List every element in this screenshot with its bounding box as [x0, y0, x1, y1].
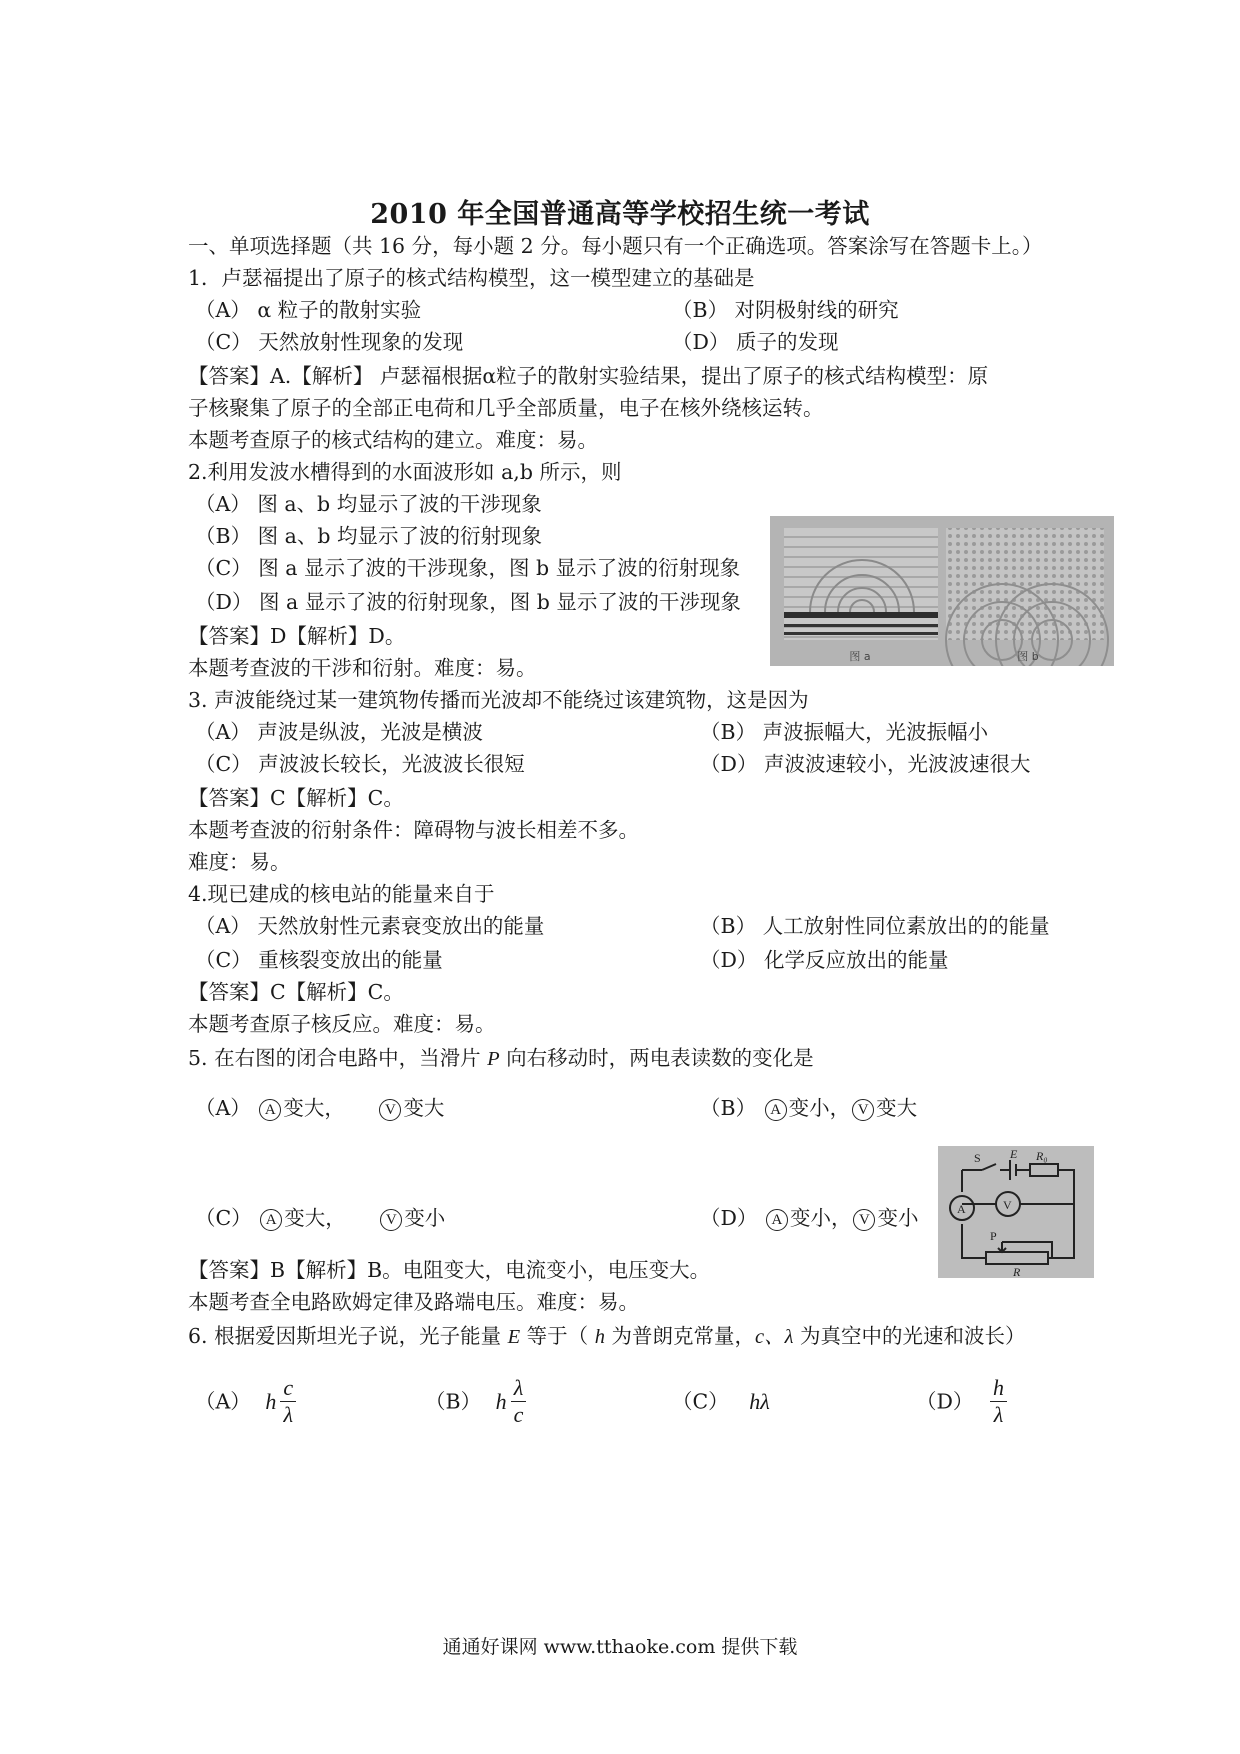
q6-stem-prefix: 6. 根据爱因斯坦光子说，光子能量	[188, 1324, 502, 1348]
q6-stem	[188, 1322, 1026, 1351]
q1-option-d: （D） 质子的发现	[672, 330, 839, 354]
q6-option-c-label: （C）	[672, 1389, 729, 1414]
q2-note: 本题考查波的干涉和衍射。难度：易。	[188, 656, 537, 680]
q5-option-b-label: （B）	[700, 1096, 757, 1120]
circuit-label-e: E	[1010, 1147, 1018, 1161]
q4-option-b: （B） 人工放射性同位素放出的的能量	[700, 914, 1050, 938]
q4-option-a: （A） 天然放射性元素衰变放出的能量	[195, 914, 545, 938]
q4-note: 本题考查原子核反应。难度：易。	[188, 1012, 496, 1036]
q6-stem-mid: 等于（	[526, 1324, 589, 1348]
circuit-label-p: P	[990, 1229, 997, 1243]
wave-figure-b-label: 图 b	[1017, 650, 1039, 663]
circuit-label-a: A	[957, 1202, 966, 1216]
q5-option-c	[195, 1204, 445, 1232]
q6-option-a-fraction	[280, 1375, 296, 1428]
fraction-denominator: c	[513, 1402, 524, 1427]
q2-answer: 【答案】D【解析】D。	[188, 624, 406, 648]
q1-answer-cont: 子核聚集了原子的全部正电荷和几乎全部质量，电子在核外绕核运转。	[188, 396, 824, 420]
q3-note: 本题考查波的衍射条件：障碍物与波长相差不多。	[188, 818, 639, 842]
section-header: 一、单项选择题（共 16 分，每小题 2 分。每小题只有一个正确选项。答案涂写在答题卡上。）	[188, 234, 1043, 258]
q6-option-c-expr: hλ	[749, 1388, 770, 1414]
circuit-label-s: S	[974, 1151, 981, 1165]
q6-stem-c: c、λ	[754, 1326, 794, 1348]
q5-option-c-voltmeter-text: 变小	[404, 1206, 446, 1230]
q6-stem-mid2: 为普朗克常量，	[611, 1324, 755, 1348]
q6-option-a-label: （A）	[195, 1389, 251, 1414]
q5-option-a-label: （A）	[195, 1096, 251, 1120]
q3-option-b: （B） 声波振幅大，光波振幅小	[700, 720, 989, 744]
q3-option-a: （A） 声波是纵波，光波是横波	[195, 720, 483, 744]
q6-option-b-label: （B）	[425, 1389, 482, 1414]
q6-option-b-h: h	[495, 1388, 507, 1414]
q5-option-b-ammeter-text: 变小，	[788, 1096, 851, 1120]
q5-stem-suffix: 向右移动时，两电表读数的变化是	[506, 1046, 814, 1070]
q1-option-a: （A） α 粒子的散射实验	[195, 298, 422, 322]
q5-option-b-voltmeter-text: 变大	[876, 1096, 918, 1120]
q2-option-c: （C） 图 a 显示了波的干涉现象，图 b 显示了波的衍射现象	[195, 556, 741, 580]
q2-option-d: （D） 图 a 显示了波的衍射现象，图 b 显示了波的干涉现象	[195, 590, 741, 614]
q2-option-a: （A） 图 a、b 均显示了波的干涉现象	[195, 492, 542, 516]
q1-stem: 1．卢瑟福提出了原子的核式结构模型，这一模型建立的基础是	[188, 266, 755, 290]
fraction-numerator: λ	[511, 1375, 527, 1402]
circuit-label-v: V	[1003, 1198, 1012, 1212]
q3-answer: 【答案】C【解析】C。	[188, 786, 404, 810]
q5-note: 本题考查全电路欧姆定律及路端电压。难度：易。	[188, 1290, 639, 1314]
q6-option-d-label: （D）	[916, 1389, 974, 1414]
ammeter-symbol: A	[766, 1209, 788, 1231]
circuit-figure	[938, 1146, 1094, 1278]
q5-option-b	[700, 1094, 917, 1122]
q2-option-b: （B） 图 a、b 均显示了波的衍射现象	[195, 524, 542, 548]
q6-option-a-h: h	[265, 1388, 277, 1414]
q1-note: 本题考查原子的核式结构的建立。难度：易。	[188, 428, 598, 452]
q4-answer: 【答案】C【解析】C。	[188, 980, 404, 1004]
q1-answer: 【答案】A.【解析】 卢瑟福根据α粒子的散射实验结果，提出了原子的核式结构模型：原	[188, 364, 989, 388]
q5-option-d-voltmeter-text: 变小	[877, 1206, 919, 1230]
circuit-label-r: R	[1013, 1265, 1021, 1278]
fraction-denominator: λ	[283, 1402, 293, 1427]
q6-option-c	[672, 1374, 770, 1428]
q3-difficulty: 难度：易。	[188, 850, 291, 874]
q5-option-c-label: （C）	[195, 1206, 252, 1230]
q5-stem-var: P	[487, 1048, 500, 1070]
q5-option-d-label: （D）	[700, 1206, 758, 1230]
q6-option-a	[195, 1374, 296, 1428]
voltmeter-symbol: V	[853, 1209, 875, 1231]
q1-option-b: （B） 对阴极射线的研究	[672, 298, 899, 322]
q6-stem-e: E	[507, 1326, 521, 1348]
q5-option-c-ammeter-text: 变大，	[284, 1206, 346, 1230]
q6-option-b	[425, 1374, 526, 1428]
voltmeter-symbol: V	[380, 1209, 402, 1231]
q1-option-c: （C） 天然放射性现象的发现	[195, 330, 464, 354]
circuit-label-r0: R₀	[1036, 1149, 1048, 1163]
q6-stem-suffix: 为真空中的光速和波长）	[800, 1324, 1026, 1348]
voltmeter-symbol: V	[379, 1099, 401, 1121]
q4-stem: 4.现已建成的核电站的能量来自于	[188, 882, 495, 906]
q6-option-d	[916, 1374, 1007, 1428]
ammeter-symbol: A	[260, 1209, 282, 1231]
q6-option-b-fraction	[511, 1375, 527, 1428]
q6-option-d-fraction	[990, 1375, 1007, 1428]
q5-answer: 【答案】B【解析】B。电阻变大，电流变小，电压变大。	[188, 1258, 711, 1282]
q5-stem-prefix: 5. 在右图的闭合电路中，当滑片	[188, 1046, 481, 1070]
q5-option-a	[195, 1094, 444, 1122]
voltmeter-symbol: V	[852, 1099, 874, 1121]
ammeter-symbol: A	[259, 1099, 281, 1121]
q5-option-a-voltmeter-text: 变大	[403, 1096, 445, 1120]
fraction-denominator: λ	[993, 1402, 1004, 1427]
q5-option-a-ammeter-text: 变大，	[283, 1096, 345, 1120]
q3-stem: 3. 声波能绕过某一建筑物传播而光波却不能绕过该建筑物，这是因为	[188, 688, 809, 712]
ammeter-symbol: A	[765, 1099, 787, 1121]
q6-stem-h: h	[594, 1326, 605, 1348]
q3-option-c: （C） 声波波长较长，光波波长很短	[195, 752, 525, 776]
q4-option-d: （D） 化学反应放出的能量	[700, 948, 949, 972]
wave-figure	[770, 516, 1114, 666]
page-footer: 通通好课网 www.tthaoke.com 提供下载	[442, 1636, 798, 1658]
wave-figure-a-label: 图 a	[849, 650, 871, 663]
q5-option-d	[700, 1204, 918, 1232]
q5-option-d-ammeter-text: 变小，	[789, 1206, 852, 1230]
q4-option-c: （C） 重核裂变放出的能量	[195, 948, 443, 972]
q3-option-d: （D） 声波波速较小，光波波速很大	[700, 752, 1031, 776]
fraction-numerator: c	[280, 1375, 296, 1402]
fraction-numerator: h	[990, 1375, 1007, 1402]
page-title: 2010 年全国普通高等学校招生统一考试	[370, 199, 870, 230]
q5-stem	[188, 1044, 814, 1073]
q2-stem: 2.利用发波水槽得到的水面波形如 a,b 所示，则	[188, 460, 622, 484]
